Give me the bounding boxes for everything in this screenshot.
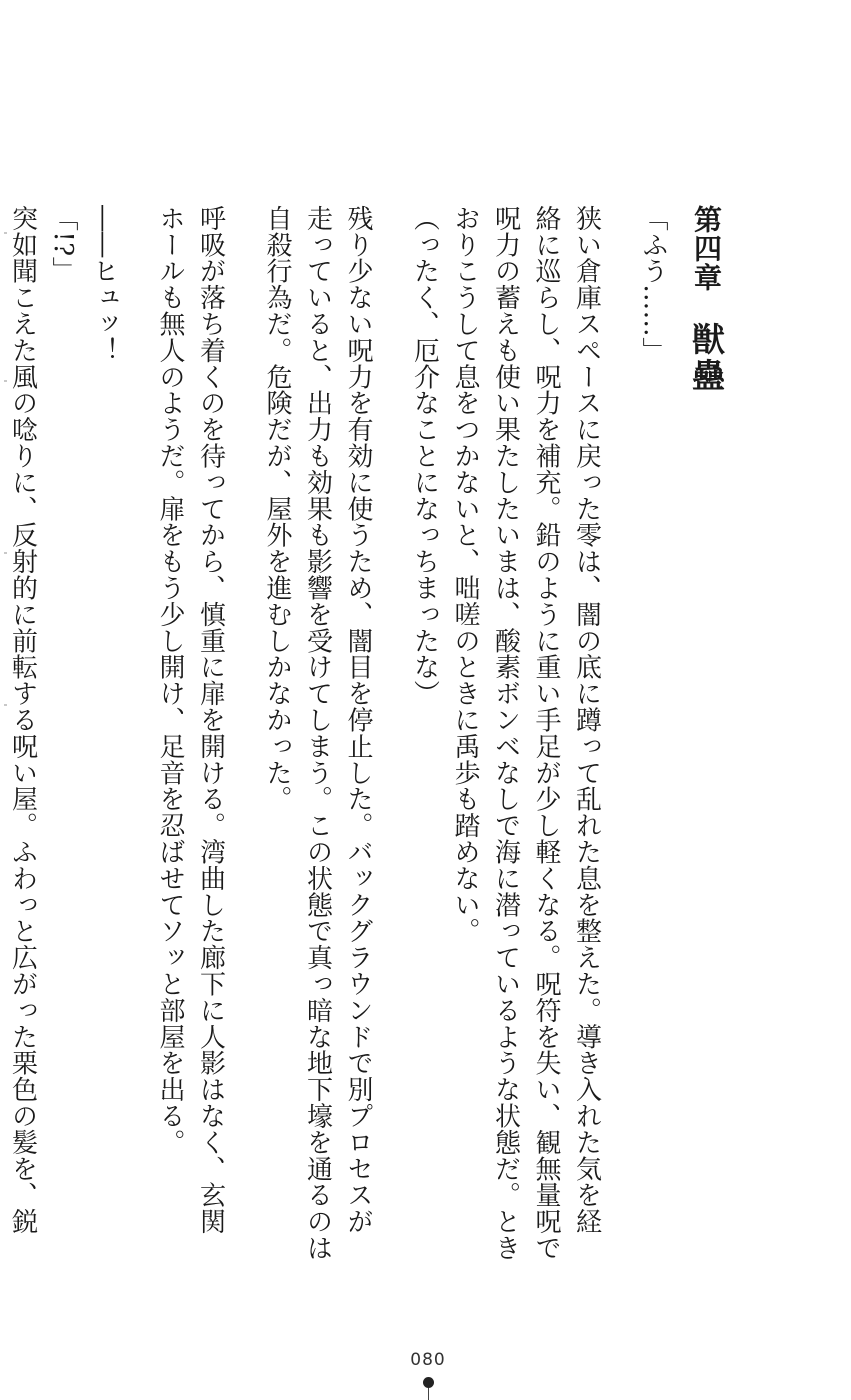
text-line: 狭い倉庫スペースに戻った零は、闇の底に蹲って乱れた息を整えた。導き入れた気を経 [571, 205, 602, 1235]
text-line: ――ヒュッ！ [88, 205, 119, 364]
chapter-title [687, 205, 726, 394]
scan-edge-mark [4, 552, 7, 554]
page-marker-tick [428, 1388, 429, 1400]
chapter-name: 獣蠱 [687, 322, 726, 394]
text-line: 「!?」 [48, 205, 78, 283]
text-line: 残り少ない呪力を有効に使うため、闇目を停止した。バックグラウンドで別プロセスが [343, 205, 373, 1235]
text-line: 「ふう……」 [638, 205, 668, 364]
text-line: 呪力の蓄えも使い果たしたいまは、酸素ボンベなしで海に潜っているような状態だ。とき [490, 205, 521, 1261]
chapter-number-label: 第四章 [690, 205, 723, 292]
text-line: 自殺行為だ。危険だが、屋外を進むしかなかった。 [262, 205, 292, 813]
page-number: 080 [410, 1350, 446, 1370]
text-line: 走っていると、出力も効果も影響を受けてしまう。この状態で真っ暗な地下壕を通るのは [302, 205, 333, 1261]
scan-edge-mark [4, 232, 7, 234]
text-line: 呼吸が落ち着くのを待ってから、慎重に扉を開ける。湾曲した廊下に人影はなく、玄関 [195, 205, 226, 1235]
text-line: ホールも無人のようだ。扉をもう少し開け、足音を忍ばせてソッと部屋を出る。 [155, 205, 185, 1156]
body-text [2, 205, 673, 1261]
scan-edge-mark [4, 380, 7, 382]
text-line: 絡に巡らし、呪力を補充。鉛のように重い手足が少し軽くなる。呪符を失い、観無量呪で [531, 205, 561, 1261]
page-marker-dot [423, 1377, 434, 1388]
scan-edge-mark [4, 704, 7, 706]
text-line: おりこうして息をつかないと、咄嗟のときに禹歩も踏めない。 [450, 205, 480, 945]
text-line: 突如聞こえた風の唸りに、反射的に前転する呪い屋。ふわっと広がった栗色の髪を、鋭 [7, 205, 38, 1235]
text-line: （ったく、厄介なことになっちまったな） [409, 205, 440, 707]
